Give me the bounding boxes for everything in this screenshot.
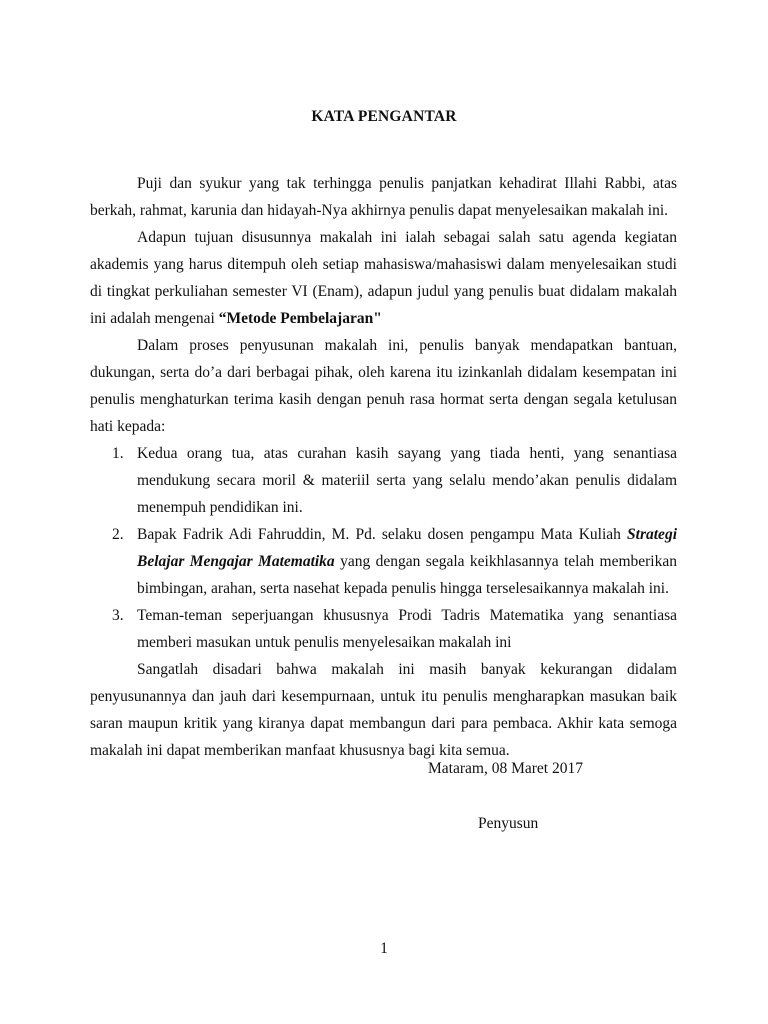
list-item-text-after: yang dengan segala keikhlasannya telah memberikan bimbingan, arahan, serta nasehat kepada penulis hingga terselesaikannya makalah ini. bbox=[137, 553, 677, 597]
purpose-paragraph bbox=[90, 224, 677, 332]
opening-paragraph: Puji dan syukur yang tak terhingga penulis panjatkan kehadirat Illahi Rabbi, atas berkah, rahmat, karunia dan hidayah-Nya akhirnya penulis dapat menyelesaikan makalah ini. bbox=[90, 175, 677, 219]
page-title: KATA PENGANTAR bbox=[311, 108, 457, 125]
list-item bbox=[90, 440, 677, 521]
place-date: Mataram, 08 Maret 2017 bbox=[428, 760, 583, 777]
closing-paragraph: Sangatlah disadari bahwa makalah ini masih banyak kekurangan didalam penyusunannya dan jauh dari kesempurnaan, untuk itu penulis mengharapkan masukan baik saran maupun kritik yang kiranya dapat membangun dari para pembaca. Akhir kata semoga makalah ini dapat memberikan manfaat khususnya bagi kita semua. bbox=[90, 661, 677, 759]
list-item-text-before: Bapak Fadrik Adi Fahruddin, M. Pd. selaku dosen pengampu Mata Kuliah bbox=[137, 526, 628, 543]
page-number: 1 bbox=[380, 940, 388, 957]
signer-label: Penyusun bbox=[478, 815, 539, 832]
document-body bbox=[90, 170, 677, 764]
purpose-text: Adapun tujuan disusunnya makalah ini ialah sebagai salah satu agenda kegiatan akademis yang harus ditempuh oleh setiap mahasiswa/mahasiswi dalam menyelesaikan studi di tingkat perkuliahan semester VI (Enam), adapun judul yang penulis buat didalam makalah ini adalah mengenai bbox=[90, 229, 677, 327]
list-item-text: Teman-teman seperjuangan khususnya Prodi Tadris Matematika yang senantiasa memberi masukan untuk penulis menyelesaikan makalah ini bbox=[137, 607, 677, 651]
acknowledgement-list bbox=[90, 440, 677, 656]
list-number: 2. bbox=[112, 526, 124, 543]
list-item bbox=[90, 521, 677, 602]
gratitude-paragraph: Dalam proses penyusunan makalah ini, penulis banyak mendapatkan bantuan, dukungan, serta do’a dari berbagai pihak, oleh karena itu izinkanlah didalam kesempatan ini penulis menghaturkan terima kasih dengan penuh rasa hormat serta dengan segala ketulusan hati kepada: bbox=[90, 337, 677, 435]
list-number: 3. bbox=[112, 607, 124, 624]
paper-title: “Metode Pembelajaran" bbox=[218, 310, 382, 327]
list-item-text: Kedua orang tua, atas curahan kasih sayang yang tiada henti, yang senantiasa mendukung secara moril & materiil serta yang selalu mendo’akan penulis didalam menempuh pendidikan ini. bbox=[137, 445, 677, 516]
course-name: Strategi Belajar Mengajar Matematika bbox=[137, 526, 677, 570]
list-item bbox=[90, 602, 677, 656]
list-number: 1. bbox=[112, 445, 124, 462]
